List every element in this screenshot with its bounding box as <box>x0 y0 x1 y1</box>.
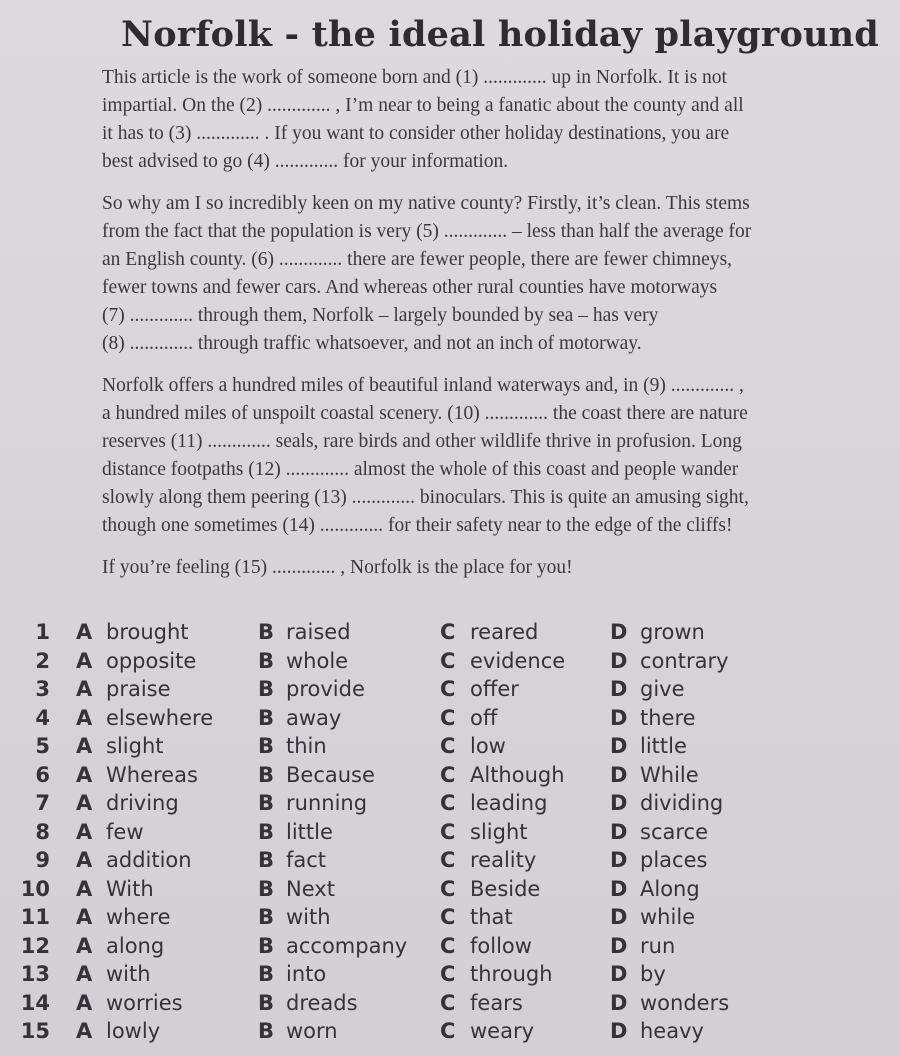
option-letter-a: A <box>76 705 93 730</box>
option-a-text[interactable]: lowly <box>106 1019 161 1043</box>
option-c-text[interactable]: offer <box>470 677 519 701</box>
option-letter-a: A <box>76 648 93 673</box>
option-a-text[interactable]: With <box>106 876 154 901</box>
option-a-text[interactable]: opposite <box>106 648 197 673</box>
option-letter-a: A <box>76 933 93 958</box>
option-letter-c: C <box>440 677 456 701</box>
option-letter-b: B <box>258 677 275 701</box>
option-letter-d: D <box>610 848 628 872</box>
option-letter-d: D <box>610 791 628 815</box>
option-c-text[interactable]: evidence <box>470 648 566 673</box>
page-title: Norfolk - the ideal holiday playground <box>121 14 879 55</box>
option-letter-d: D <box>610 990 628 1015</box>
option-a-text[interactable]: slight <box>106 734 164 758</box>
option-letter-b: B <box>258 1019 275 1043</box>
option-d-text[interactable]: by <box>640 962 666 986</box>
question-number: 3 <box>35 677 50 701</box>
option-letter-c: C <box>440 905 456 929</box>
option-c-text[interactable]: off <box>470 705 498 730</box>
option-c-text[interactable]: weary <box>470 1019 535 1043</box>
option-a-text[interactable]: Whereas <box>106 762 198 787</box>
option-letter-a: A <box>76 819 93 844</box>
option-letter-a: A <box>76 990 93 1015</box>
article-text <box>102 64 897 596</box>
option-letter-b: B <box>258 648 275 673</box>
option-letter-d: D <box>610 876 628 901</box>
text-line: slowly along them peering (13) ............. binoculars. This is quite an amusing sight, <box>102 487 749 508</box>
option-c-text[interactable]: Although <box>470 762 565 787</box>
question-number: 12 <box>20 933 50 958</box>
text-line: If you’re feeling (15) ............. , Norfolk is the place for you! <box>102 557 573 578</box>
option-d-text[interactable]: Along <box>640 876 700 901</box>
paragraph-4 <box>102 554 897 582</box>
option-letter-c: C <box>440 848 456 872</box>
text-line: though one sometimes (14) ............. for their safety near to the edge of the cliffs! <box>102 515 733 536</box>
option-row-11 <box>0 905 900 934</box>
option-c-text[interactable]: leading <box>470 791 548 815</box>
option-b-text[interactable]: into <box>286 962 327 986</box>
option-c-text[interactable]: low <box>470 734 506 758</box>
option-b-text[interactable]: running <box>286 791 368 815</box>
question-number: 5 <box>35 734 50 758</box>
text-line: So why am I so incredibly keen on my native county? Firstly, it’s clean. This stems <box>102 193 750 214</box>
option-letter-a: A <box>76 848 93 872</box>
option-row-1 <box>0 620 900 649</box>
option-letter-d: D <box>610 819 628 844</box>
option-letter-d: D <box>610 933 628 958</box>
option-b-text[interactable]: accompany <box>286 933 408 958</box>
option-d-text[interactable]: run <box>640 933 676 958</box>
option-letter-b: B <box>258 791 275 815</box>
option-c-text[interactable]: slight <box>470 819 528 844</box>
option-letter-c: C <box>440 791 456 815</box>
option-a-text[interactable]: brought <box>106 620 189 644</box>
option-b-text[interactable]: whole <box>286 648 349 673</box>
option-letter-d: D <box>610 962 628 986</box>
option-c-text[interactable]: through <box>470 962 553 986</box>
paragraph-2 <box>102 190 897 358</box>
answer-options <box>0 620 900 1048</box>
option-letter-a: A <box>76 876 93 901</box>
question-number: 6 <box>35 762 50 787</box>
text-line: Norfolk offers a hundred miles of beautiful inland waterways and, in (9) ............. , <box>102 375 744 396</box>
option-letter-c: C <box>440 1019 456 1043</box>
option-letter-d: D <box>610 905 628 929</box>
option-row-14 <box>0 991 900 1020</box>
question-number: 2 <box>35 648 50 673</box>
text-line: impartial. On the (2) ............. , I’m near to being a fanatic about the county and all <box>102 95 744 116</box>
option-row-15 <box>0 1019 900 1048</box>
text-line: distance footpaths (12) ............. almost the whole of this coast and people wander <box>102 459 739 480</box>
option-row-12 <box>0 934 900 963</box>
option-letter-c: C <box>440 762 456 787</box>
option-letter-d: D <box>610 620 628 644</box>
option-b-text[interactable]: provide <box>286 677 365 701</box>
option-a-text[interactable]: where <box>106 905 171 929</box>
question-number: 10 <box>20 876 50 901</box>
text-line: it has to (3) ............. . If you want to consider other holiday destinations, you are <box>102 123 730 144</box>
option-d-text[interactable]: scarce <box>640 819 708 844</box>
option-d-text[interactable]: give <box>640 677 685 701</box>
option-row-7 <box>0 791 900 820</box>
option-row-3 <box>0 677 900 706</box>
option-d-text[interactable]: contrary <box>640 648 729 673</box>
text-line: (7) ............. through them, Norfolk – largely bounded by sea – has very <box>102 305 659 326</box>
option-letter-b: B <box>258 933 275 958</box>
option-a-text[interactable]: along <box>106 933 165 958</box>
question-number: 9 <box>35 848 50 872</box>
option-letter-c: C <box>440 962 456 986</box>
question-number: 15 <box>20 1019 50 1043</box>
option-d-text[interactable]: places <box>640 848 708 872</box>
option-b-text[interactable]: away <box>286 705 342 730</box>
option-row-2 <box>0 649 900 678</box>
option-letter-c: C <box>440 876 456 901</box>
option-d-text[interactable]: While <box>640 762 699 787</box>
question-number: 14 <box>20 990 50 1015</box>
option-b-text[interactable]: thin <box>286 734 327 758</box>
question-number: 1 <box>35 620 50 644</box>
text-line: fewer towns and fewer cars. And whereas other rural counties have motorways <box>102 277 718 298</box>
option-b-text[interactable]: worn <box>286 1019 338 1043</box>
option-letter-d: D <box>610 705 628 730</box>
option-letter-a: A <box>76 905 93 929</box>
option-b-text[interactable]: raised <box>286 620 351 644</box>
option-a-text[interactable]: worries <box>106 990 183 1015</box>
option-letter-d: D <box>610 677 628 701</box>
option-letter-c: C <box>440 705 456 730</box>
option-row-5 <box>0 734 900 763</box>
option-c-text[interactable]: that <box>470 905 513 929</box>
question-number: 8 <box>35 819 50 844</box>
text-line: reserves (11) ............. seals, rare birds and other wildlife thrive in profusion. Long <box>102 431 742 452</box>
option-b-text[interactable]: Because <box>286 762 375 787</box>
option-letter-a: A <box>76 677 93 701</box>
text-line: best advised to go (4) ............. for your information. <box>102 151 509 172</box>
option-letter-c: C <box>440 933 456 958</box>
text-line: an English county. (6) ............. there are fewer people, there are fewer chimneys, <box>102 249 733 270</box>
option-b-text[interactable]: fact <box>286 848 327 872</box>
option-row-13 <box>0 962 900 991</box>
option-d-text[interactable]: wonders <box>640 990 730 1015</box>
option-letter-c: C <box>440 620 456 644</box>
option-row-4 <box>0 706 900 735</box>
option-letter-a: A <box>76 620 93 644</box>
option-letter-b: B <box>258 990 275 1015</box>
option-letter-c: C <box>440 990 456 1015</box>
option-c-text[interactable]: follow <box>470 933 532 958</box>
option-a-text[interactable]: with <box>106 962 151 986</box>
option-a-text[interactable]: few <box>106 819 144 844</box>
text-line: This article is the work of someone born and (1) ............. up in Norfolk. It is not <box>102 67 727 88</box>
option-b-text[interactable]: with <box>286 905 331 929</box>
paragraph-3 <box>102 372 897 540</box>
option-d-text[interactable]: while <box>640 905 696 929</box>
option-letter-a: A <box>76 962 93 986</box>
question-number: 4 <box>35 705 50 730</box>
option-row-10 <box>0 877 900 906</box>
option-letter-a: A <box>76 734 93 758</box>
question-number: 11 <box>20 905 50 929</box>
option-letter-c: C <box>440 734 456 758</box>
option-letter-b: B <box>258 962 275 986</box>
option-letter-d: D <box>610 762 628 787</box>
option-letter-d: D <box>610 734 628 758</box>
option-b-text[interactable]: Next <box>286 876 335 901</box>
option-d-text[interactable]: there <box>640 705 696 730</box>
option-letter-a: A <box>76 791 93 815</box>
option-b-text[interactable]: little <box>286 819 333 844</box>
option-letter-b: B <box>258 734 275 758</box>
paragraph-1 <box>102 64 897 176</box>
option-d-text[interactable]: heavy <box>640 1019 704 1043</box>
option-c-text[interactable]: fears <box>470 990 523 1015</box>
option-row-9 <box>0 848 900 877</box>
option-c-text[interactable]: reared <box>470 620 539 644</box>
option-letter-c: C <box>440 648 456 673</box>
option-a-text[interactable]: praise <box>106 677 171 701</box>
option-letter-b: B <box>258 762 275 787</box>
text-line: from the fact that the population is very (5) ............. – less than half the average for <box>102 221 752 242</box>
option-letter-b: B <box>258 848 275 872</box>
option-letter-b: B <box>258 705 275 730</box>
option-d-text[interactable]: little <box>640 734 687 758</box>
question-number: 13 <box>20 962 50 986</box>
option-letter-a: A <box>76 762 93 787</box>
text-line: (8) ............. through traffic whatsoever, and not an inch of motorway. <box>102 333 642 354</box>
option-b-text[interactable]: dreads <box>286 990 358 1015</box>
option-letter-c: C <box>440 819 456 844</box>
option-c-text[interactable]: reality <box>470 848 537 872</box>
option-letter-a: A <box>76 1019 93 1043</box>
option-c-text[interactable]: Beside <box>470 876 541 901</box>
option-a-text[interactable]: driving <box>106 791 179 815</box>
option-letter-b: B <box>258 876 275 901</box>
option-d-text[interactable]: dividing <box>640 791 724 815</box>
question-number: 7 <box>35 791 50 815</box>
option-row-8 <box>0 820 900 849</box>
option-letter-d: D <box>610 648 628 673</box>
option-letter-b: B <box>258 905 275 929</box>
option-a-text[interactable]: elsewhere <box>106 705 214 730</box>
option-letter-b: B <box>258 620 275 644</box>
text-line: a hundred miles of unspoilt coastal scenery. (10) ............. the coast there are nature <box>102 403 748 424</box>
option-row-6 <box>0 763 900 792</box>
option-a-text[interactable]: addition <box>106 848 192 872</box>
option-letter-b: B <box>258 819 275 844</box>
option-letter-d: D <box>610 1019 628 1043</box>
option-d-text[interactable]: grown <box>640 620 705 644</box>
